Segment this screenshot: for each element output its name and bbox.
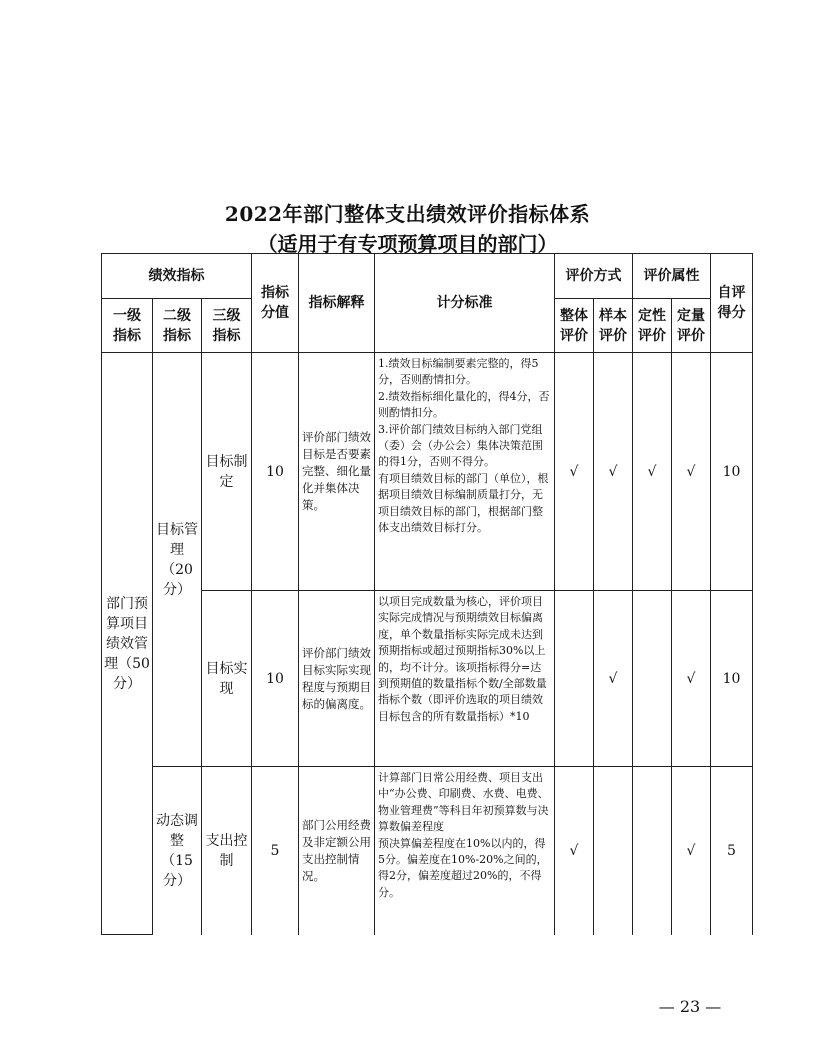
indicator-table <box>101 253 753 935</box>
table-row <box>102 767 753 935</box>
score-cell: 5 <box>252 767 299 935</box>
criteria-line: 3.评价部门绩效目标纳入部门党组（委）会（办公会）集体决策范围的得1分，否则不得分。 <box>378 422 543 469</box>
level2-cell: 目标管理（20分） <box>153 353 202 767</box>
document-subtitle: （适用于有专项预算项目的部门） <box>257 232 558 256</box>
qualitative-check: √ <box>633 353 672 591</box>
header-eval-method: 评价方式 <box>555 254 633 299</box>
page-number: — 23 — <box>658 997 722 1016</box>
self-score-cell: 10 <box>711 353 753 591</box>
header-explanation: 指标解释 <box>299 254 375 353</box>
criteria-cell <box>375 767 555 935</box>
overall-check <box>555 591 594 767</box>
level3-cell: 支出控制 <box>202 767 252 935</box>
quantitative-check: √ <box>672 767 711 935</box>
header-level1: 一级指标 <box>102 299 153 353</box>
self-score-cell: 5 <box>711 767 753 935</box>
header-criteria: 计分标准 <box>375 254 555 353</box>
explanation-cell: 部门公用经费及非定额公用支出控制情况。 <box>299 767 375 935</box>
criteria-line: 预决算偏差程度在10%以内的，得5分。偏差度在10%-20%之间的，得2分，偏差度超过20%的，不得分。 <box>378 836 548 899</box>
overall-check: √ <box>555 767 594 935</box>
qualitative-check <box>633 767 672 935</box>
qualitative-check <box>633 591 672 767</box>
explanation-cell: 评价部门绩效目标实际实现程度与预期目标的偏离度。 <box>299 591 375 767</box>
level1-cell: 部门预算项目绩效管理（50分） <box>102 353 153 935</box>
header-score-value: 指标分值 <box>252 254 299 353</box>
table-row <box>102 353 753 591</box>
sample-check: √ <box>594 591 633 767</box>
criteria-cell <box>375 591 555 767</box>
header-qualitative: 定性评价 <box>633 299 672 353</box>
quantitative-check: √ <box>672 591 711 767</box>
header-level3: 三级指标 <box>202 299 252 353</box>
level3-cell: 目标实现 <box>202 591 252 767</box>
self-score-cell: 10 <box>711 591 753 767</box>
header-self-score: 自评得分 <box>711 254 753 353</box>
criteria-line: 计算部门日常公用经费、项目支出中“办公费、印刷费、水费、电费、物业管理费”等科目年初预算数与决算数偏差程度 <box>378 771 549 834</box>
sample-check: √ <box>594 353 633 591</box>
header-overall-eval: 整体评价 <box>555 299 594 353</box>
document-title: 2022年部门整体支出绩效评价指标体系 <box>224 202 591 226</box>
criteria-line: 2.绩效指标细化量化的，得4分，否则酌情扣分。 <box>378 389 550 420</box>
score-cell: 10 <box>252 353 299 591</box>
score-cell: 10 <box>252 591 299 767</box>
criteria-line: 以项目完成数量为核心，评价项目实际完成情况与预期绩效目标偏离度，单个数量指标实际完成未达到预期指标或超过预期指标30%以上的，均不计分。该项指标得分=达到预期值的数量指标个数/全部数量指标个数（即评价选取的项目绩效目标包含的所有数量指标）*10 <box>378 595 547 723</box>
header-level2: 二级指标 <box>153 299 202 353</box>
header-eval-attr: 评价属性 <box>633 254 711 299</box>
criteria-cell <box>375 353 555 591</box>
sample-check <box>594 767 633 935</box>
quantitative-check: √ <box>672 353 711 591</box>
criteria-line: 1.绩效目标编制要素完整的，得5分，否则酌情扣分。 <box>378 357 539 387</box>
overall-check: √ <box>555 353 594 591</box>
header-sample-eval: 样本评价 <box>594 299 633 353</box>
header-row-1 <box>102 254 753 299</box>
header-quantitative: 定量评价 <box>672 299 711 353</box>
explanation-cell: 评价部门绩效目标是否要素完整、细化量化并集体决策。 <box>299 353 375 591</box>
criteria-line: 有项目绩效目标的部门（单位），根据项目绩效目标编制质量打分，无项目绩效目标的部门，根据部门整体支出绩效目标打分。 <box>378 471 549 535</box>
level2-cell: 动态调整（15分） <box>153 767 202 935</box>
level3-cell: 目标制定 <box>202 353 252 591</box>
header-indicators: 绩效指标 <box>102 254 252 299</box>
